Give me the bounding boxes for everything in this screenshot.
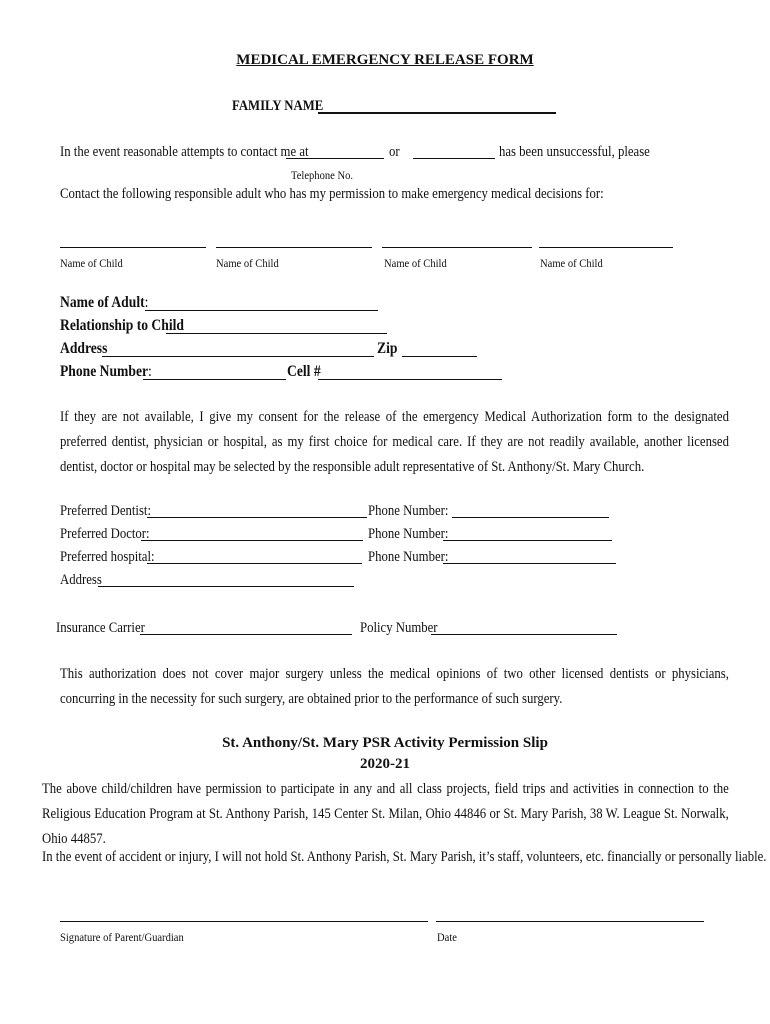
permission-paragraph xyxy=(42,777,729,852)
family-name-field[interactable] xyxy=(318,112,556,114)
preferred-hospital-label: Preferred hospital: xyxy=(60,549,155,565)
zip-label: Zip xyxy=(377,340,398,357)
child-caption: Name of Child xyxy=(540,256,603,270)
contact-line-or: or xyxy=(389,144,400,160)
preferred-doctor-field[interactable] xyxy=(141,540,363,541)
preferred-address-field[interactable] xyxy=(98,586,354,587)
child-name-field[interactable] xyxy=(539,247,673,248)
child-caption: Name of Child xyxy=(60,256,123,270)
child-name-field[interactable] xyxy=(382,247,532,248)
zip-field[interactable] xyxy=(402,356,477,357)
preferred-address-label: Address xyxy=(60,572,102,588)
cell-label: Cell # xyxy=(287,363,321,380)
address-label: Address xyxy=(60,340,108,357)
contact-line-part2: has been unsuccessful, please xyxy=(499,144,650,160)
telephone-field-2[interactable] xyxy=(413,158,495,159)
date-field[interactable] xyxy=(436,921,704,922)
child-name-field[interactable] xyxy=(216,247,372,248)
dentist-phone-label: Phone Number: xyxy=(368,503,449,519)
consent-text: If they are not available, I give my consent for the release of the emergency Medical Authorization form to the designated preferred dentist, physician or hospital, as my first choice for medical care. If they are not readily available, another licensed dentist, doctor or hospital may be selected by the responsible adult representative of St. Anthony/St. Mary Church. xyxy=(60,409,729,475)
consent-paragraph xyxy=(60,405,729,480)
date-caption: Date xyxy=(437,930,457,944)
policy-label: Policy Number xyxy=(360,620,438,636)
phone-field[interactable] xyxy=(143,379,286,380)
child-name-field[interactable] xyxy=(60,247,206,248)
contact-line-part1: In the event reasonable attempts to contact me at xyxy=(60,144,309,160)
slip-title: St. Anthony/St. Mary PSR Activity Permission Slip xyxy=(222,735,548,751)
hospital-phone-field[interactable] xyxy=(443,563,616,564)
dentist-phone-field[interactable] xyxy=(452,517,609,518)
adult-name-text: Name of Adult xyxy=(60,294,145,311)
phone-text: Phone Number xyxy=(60,363,149,380)
preferred-hospital-field[interactable] xyxy=(147,563,362,564)
address-field[interactable] xyxy=(102,356,374,357)
doctor-phone-field[interactable] xyxy=(443,540,612,541)
preferred-dentist-field[interactable] xyxy=(147,517,367,518)
hospital-phone-label: Phone Number: xyxy=(368,549,449,565)
permission-text: The above child/children have permission to participate in any and all class projects, field trips and activities in connection to the Religious Education Program at St. Anthony Parish, 145 Center St. Milan, Ohio 44846 or St. Mary Parish, 38 W. League St. Norwalk, Ohio 44857. xyxy=(42,781,729,847)
insurance-label: Insurance Carrier xyxy=(56,620,145,636)
surgery-paragraph xyxy=(60,662,729,712)
relationship-field[interactable] xyxy=(166,333,387,334)
family-name-label: FAMILY NAME xyxy=(232,98,324,114)
telephone-field-1[interactable] xyxy=(286,158,384,159)
cell-field[interactable] xyxy=(318,379,502,380)
contact-following-text: Contact the following responsible adult who has my permission to make emergency medical decisions for: xyxy=(60,186,604,202)
adult-name-label xyxy=(60,294,148,312)
phone-label xyxy=(60,363,152,381)
phone-colon: : xyxy=(148,363,152,380)
relationship-label: Relationship to Child xyxy=(60,317,184,334)
liability-text: In the event of accident or injury, I will not hold St. Anthony Parish, St. Mary Parish, it’s staff, volunteers, etc. financially or personally liable. xyxy=(42,849,767,865)
child-caption: Name of Child xyxy=(216,256,279,270)
policy-field[interactable] xyxy=(431,634,617,635)
preferred-doctor-label: Preferred Doctor: xyxy=(60,526,150,542)
surgery-text: This authorization does not cover major surgery unless the medical opinions of two other licensed dentists or physicians, concurring in the necessity for such surgery, are obtained prior to the performance of such surgery. xyxy=(60,666,729,707)
adult-name-field[interactable] xyxy=(145,310,378,311)
signature-field[interactable] xyxy=(60,921,428,922)
preferred-dentist-label: Preferred Dentist: xyxy=(60,503,151,519)
telephone-caption: Telephone No. xyxy=(291,168,354,182)
signature-caption: Signature of Parent/Guardian xyxy=(60,930,184,944)
insurance-field[interactable] xyxy=(140,634,352,635)
child-caption: Name of Child xyxy=(384,256,447,270)
doctor-phone-label: Phone Number: xyxy=(368,526,449,542)
slip-year: 2020-21 xyxy=(360,756,410,772)
form-title: MEDICAL EMERGENCY RELEASE FORM xyxy=(236,52,534,68)
adult-name-colon: : xyxy=(144,294,149,311)
